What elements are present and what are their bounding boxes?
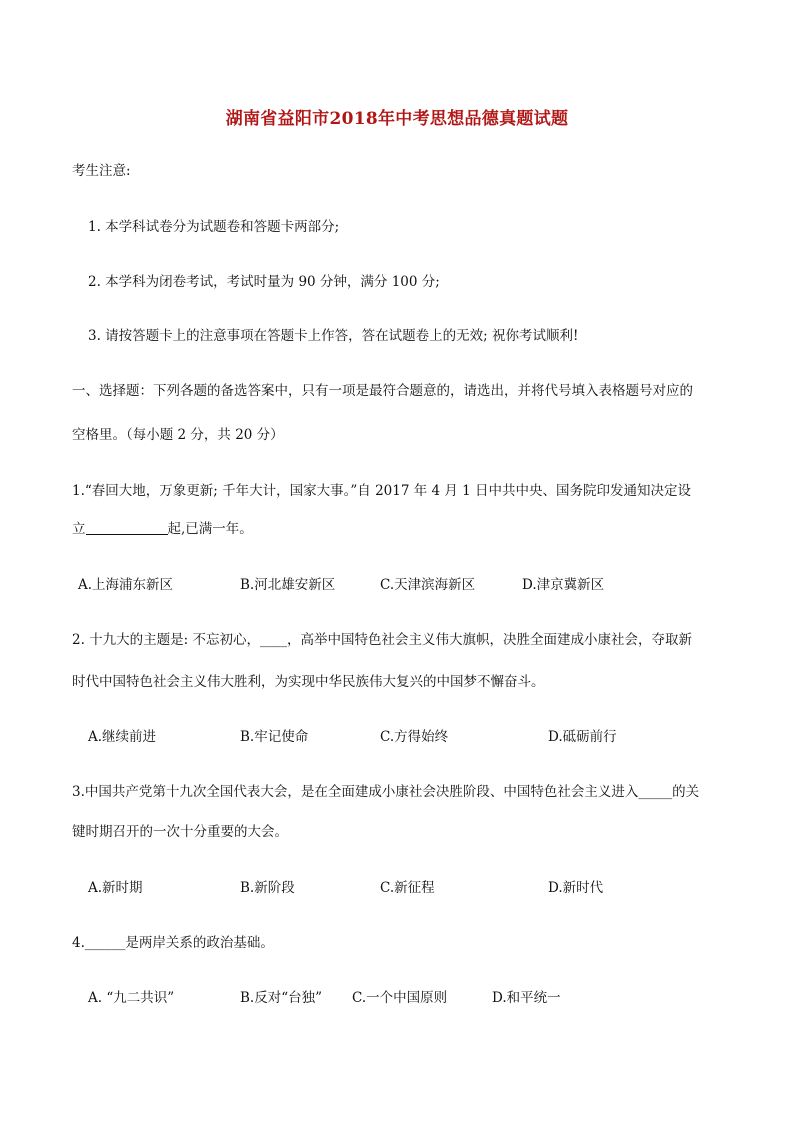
question-4-option-d: D.和平统一 — [492, 990, 561, 1006]
notice-item-3: 3. 请按答题卡上的注意事项在答题卡上作答，答在试题卷上的无效; 祝你考试顺利! — [88, 328, 579, 344]
question-2-option-b: B.牢记使命 — [240, 729, 309, 745]
question-1-line-2 — [72, 520, 253, 538]
question-4-option-c: C.一个中国原则 — [352, 990, 448, 1006]
notice-item-1: 1. 本学科试卷分为试题卷和答题卡两部分; — [88, 219, 340, 235]
section-instructions-line-1: 一、选择题：下列各题的备选答案中，只有一项是最符合题意的，请选出，并将代号填入表格题号对应的 — [72, 383, 693, 399]
question-1-option-b: B.河北雄安新区 — [240, 577, 336, 593]
question-3-option-c: C.新征程 — [380, 880, 435, 896]
notice-label: 考生注意: — [72, 163, 131, 179]
question-2-option-a: A.继续前进 — [88, 729, 157, 745]
question-1-text-before-blank: 立 — [72, 521, 86, 537]
page-title: 湖南省益阳市2018年中考思想品德真题试题 — [225, 109, 569, 129]
answer-blank — [86, 520, 168, 535]
question-2-option-d: D.砥砺前行 — [548, 729, 617, 745]
section-instructions-line-2: 空格里。（每小题 2 分，共 20 分） — [72, 427, 284, 443]
question-3-option-a: A.新时期 — [88, 880, 143, 896]
question-3-line-1: 3.中国共产党第十九次全国代表大会，是在全面建成小康社会决胜阶段、中国特色社会主义进入_____的关 — [72, 784, 700, 800]
question-4-line-1: 4.______是两岸关系的政治基础。 — [72, 935, 274, 951]
question-1-option-c: C.天津滨海新区 — [380, 577, 476, 593]
question-2-option-c: C.方得始终 — [380, 729, 449, 745]
question-1-option-d: D.津京冀新区 — [522, 577, 605, 593]
question-4-option-a: A. “九二共识” — [88, 990, 175, 1006]
question-3-option-d: D.新时代 — [548, 880, 604, 896]
question-1-text-after-blank: 起,已满一年。 — [167, 521, 253, 537]
question-2-line-1: 2. 十九大的主题是: 不忘初心，____，高举中国特色社会主义伟大旗帜，决胜全面建成小康社会，夺取新 — [72, 632, 693, 648]
question-3-option-b: B.新阶段 — [240, 880, 295, 896]
question-1-line-1: 1.“春回大地，万象更新; 千年大计，国家大事。”自 2017 年 4 月 1 日中共中央、国务院印发通知决定设 — [72, 483, 692, 499]
question-4-option-b: B.反对“台独” — [240, 990, 323, 1006]
question-1-option-a: A.上海浦东新区 — [78, 577, 174, 593]
question-2-line-2: 时代中国特色社会主义伟大胜利，为实现中华民族伟大复兴的中国梦不懈奋斗。 — [72, 674, 545, 690]
question-3-line-2: 键时期召开的一次十分重要的大会。 — [72, 824, 288, 840]
notice-item-2: 2. 本学科为闭卷考试，考试时量为 90 分钟，满分 100 分; — [88, 274, 440, 290]
